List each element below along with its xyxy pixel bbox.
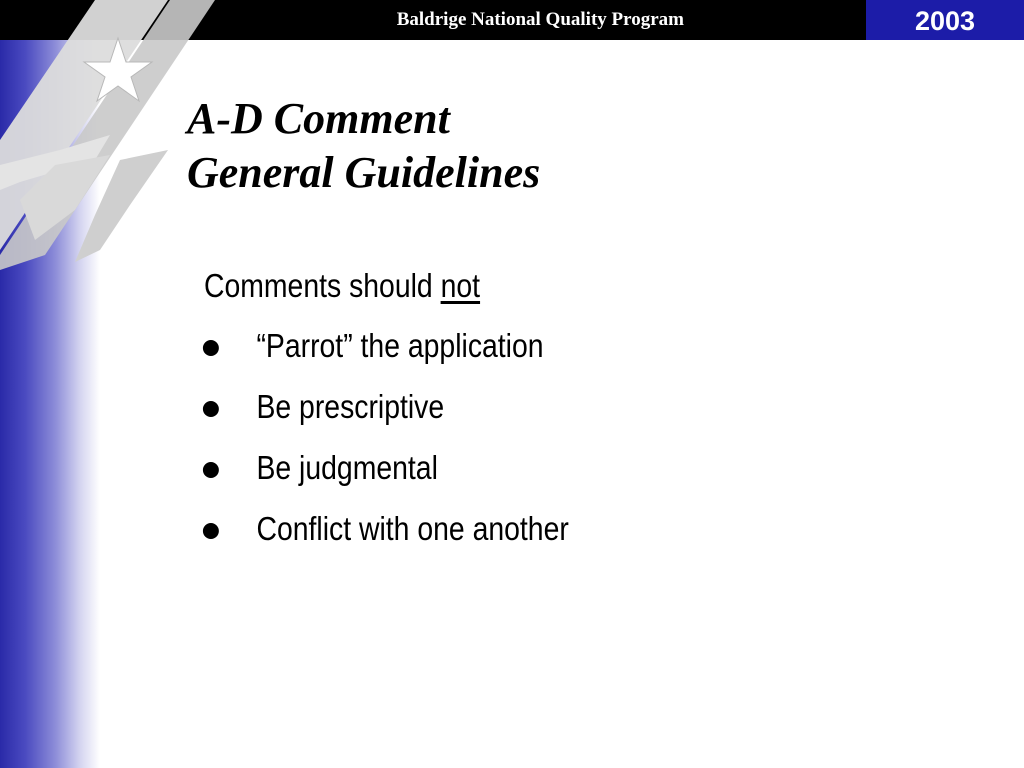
bullet-icon [203, 401, 219, 417]
list-item-text: Be prescriptive [256, 388, 445, 425]
list-item [204, 379, 480, 440]
title-line-1: A-D Comment [187, 94, 450, 143]
lead-prefix: Comments should [204, 267, 441, 304]
page-title [187, 92, 540, 200]
lead-emphasis: not [440, 267, 481, 304]
bullet-icon [203, 340, 219, 356]
year-badge [866, 0, 1024, 40]
guideline-list [204, 318, 569, 562]
list-item-text: Conflict with one another [256, 510, 569, 547]
bullet-icon [203, 462, 219, 478]
guidelines-content [204, 258, 569, 562]
bullet-icon [203, 523, 219, 539]
list-item-text: Be judgmental [256, 449, 438, 486]
list-item-text: “Parrot” the application [256, 327, 544, 364]
lead-text [204, 258, 480, 318]
list-item [204, 318, 544, 379]
list-item [204, 440, 480, 501]
list-item [204, 501, 569, 562]
year-label: 2003 [914, 6, 976, 36]
program-title: Baldrige National Quality Program [396, 9, 684, 30]
title-line-2: General Guidelines [187, 148, 541, 197]
